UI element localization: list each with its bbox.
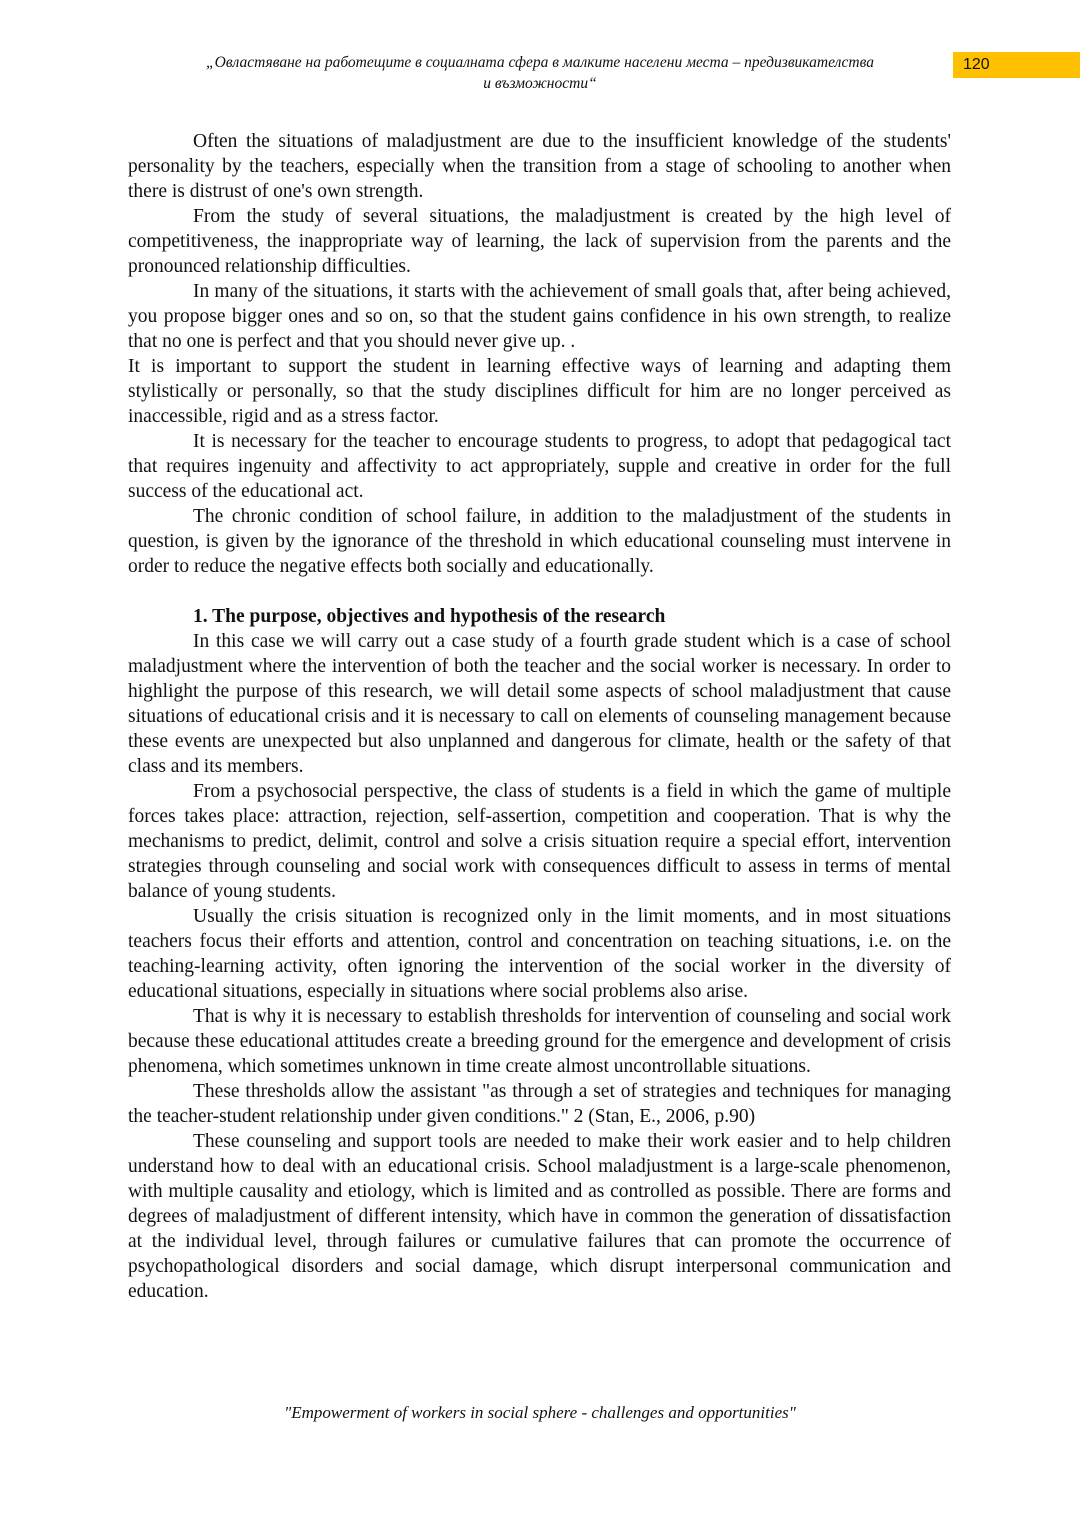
paragraph: These counseling and support tools are needed to make their work easier and to help children understand how to deal with an educational crisis. School maladjustment is a large-scale phenomenon, with multiple causality and etiology, which is limited and as controlled as possible. There are forms and degrees of maladjustment of different intensity, which have in common the generation of dissatisfaction at the individual level, through failures or cumulative failures that can promote the occurrence of psychopathological disorders and social damage, which disrupt interpersonal communication and education. xyxy=(128,1131,951,1302)
document-body xyxy=(128,129,951,1304)
running-footer: "Empowerment of workers in social sphere - challenges and opportunities" xyxy=(284,1403,796,1422)
running-header xyxy=(130,52,950,94)
paragraph: From a psychosocial perspective, the class of students is a field in which the game of multiple forces takes place: attraction, rejection, self-assertion, competition and cooperation. That is why the mechanisms to predict, delimit, control and solve a crisis situation require a special effort, intervention strategies through counseling and social work with consequences difficult to assess in terms of mental balance of young students. xyxy=(128,781,951,902)
paragraph: That is why it is necessary to establish thresholds for intervention of counseling and social work because these educational attitudes create a breeding ground for the emergence and development of crisis phenomena, which sometimes unknown in time create almost uncontrollable situations. xyxy=(128,1006,951,1077)
paragraph: From the study of several situations, the maladjustment is created by the high level of competitiveness, the inappropriate way of learning, the lack of supervision from the parents and the pronounced relationship difficulties. xyxy=(128,206,951,277)
paragraph: Usually the crisis situation is recognized only in the limit moments, and in most situations teachers focus their efforts and attention, control and concentration on teaching situations, i.e. on the teaching-learning activity, often ignoring the intervention of the social worker in the diversity of educational situations, especially in situations where social problems also arise. xyxy=(128,906,951,1002)
page-number-badge: 120 xyxy=(953,52,1080,78)
header-title-line2: и възможности“ xyxy=(483,75,597,92)
section-heading: 1. The purpose, objectives and hypothesis of the research xyxy=(193,606,666,627)
paragraph: In this case we will carry out a case study of a fourth grade student which is a case of school maladjustment where the intervention of both the teacher and the social worker is necessary. In order to highlight the purpose of this research, we will detail some aspects of school maladjustment that cause situations of educational crisis and it is necessary to call on elements of counseling management because these events are unexpected but also unplanned and dangerous for climate, health or the safety of that class and its members. xyxy=(128,631,951,777)
paragraph: These thresholds allow the assistant "as through a set of strategies and techniques for managing the teacher-student relationship under given conditions." 2 (Stan, E., 2006, p.90) xyxy=(128,1081,951,1127)
header-title-line1: „Овластяване на работещите в социалната сфера в малките населени места – предизвикателства xyxy=(206,54,874,71)
paragraph: The chronic condition of school failure, in addition to the maladjustment of the students in question, is given by the ignorance of the threshold in which educational counseling must intervene in order to reduce the negative effects both socially and educationally. xyxy=(128,506,951,577)
paragraph: It is necessary for the teacher to encourage students to progress, to adopt that pedagogical tact that requires ingenuity and affectivity to act appropriately, supple and creative in order for the full success of the educational act. xyxy=(128,431,951,502)
paragraph: In many of the situations, it starts with the achievement of small goals that, after being achieved, you propose bigger ones and so on, so that the student gains confidence in his own strength, to realize that no one is perfect and that you should never give up. . xyxy=(128,281,951,352)
paragraph: It is important to support the student in learning effective ways of learning and adapting them stylistically or personally, so that the study disciplines difficult for him are no longer perceived as inaccessible, rigid and as a stress factor. xyxy=(128,356,951,427)
paragraph: Often the situations of maladjustment are due to the insufficient knowledge of the students' personality by the teachers, especially when the transition from a stage of schooling to another when there is distrust of one's own strength. xyxy=(128,131,951,202)
